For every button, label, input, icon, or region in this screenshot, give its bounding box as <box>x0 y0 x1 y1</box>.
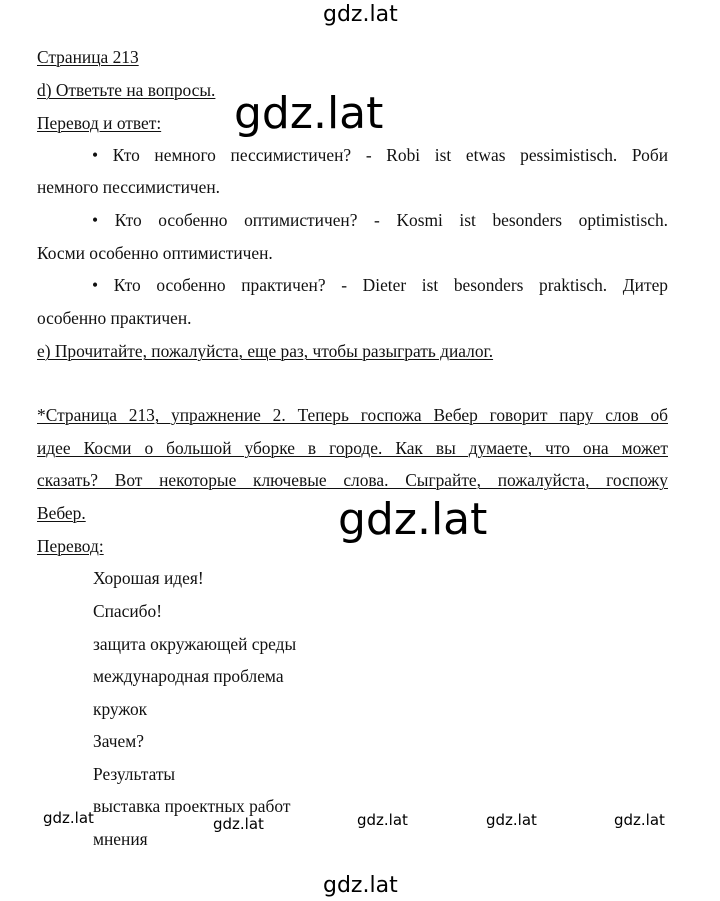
phrase-item: Результаты <box>93 764 176 784</box>
task-e-heading: e) Прочитайте, пожалуйста, еще раз, чтобы разыграть диалог. <box>37 341 494 361</box>
exercise-2-line-4: Вебер. <box>37 503 86 523</box>
phrase-item: защита окружающей среды <box>93 634 297 654</box>
phrase-item: мнения <box>93 829 148 849</box>
watermark-top: gdz.lat <box>323 2 398 27</box>
phrase-item: Спасибо! <box>93 601 162 621</box>
phrase-item: Хорошая идея! <box>93 568 204 588</box>
task-d-heading: d) Ответьте на вопросы. <box>37 80 216 100</box>
phrase-item: международная проблема <box>93 666 284 686</box>
phrase-item: Зачем? <box>93 731 144 751</box>
exercise-2-line-2: идее Косми о большой уборке в городе. Как вы думаете, что она может <box>37 438 668 458</box>
answer-2-line-2: Косми особенно оптимистичен. <box>37 243 273 263</box>
exercise-2-line-3-rest: слова. Сыграйте, пожалуйста, госпожу <box>326 470 668 490</box>
watermark-footer-2: gdz.lat <box>213 815 264 833</box>
exercise-2-line-3-underlined: сказать? Вот некоторые ключевые <box>37 470 327 490</box>
exercise-2-line-1: *Страница 213, упражнение 2. Теперь госпожа Вебер говорит пару слов об <box>37 405 668 425</box>
exercise-2-line-3 <box>37 472 668 489</box>
translation-and-answer-label: Перевод и ответ: <box>37 113 162 133</box>
watermark-footer-4: gdz.lat <box>486 811 537 829</box>
answer-3-line-2: особенно практичен. <box>37 308 192 328</box>
watermark-bottom: gdz.lat <box>323 873 398 898</box>
answer-2-line-1: • Кто особенно оптимистичен? - Kosmi ist besonders optimistisch. <box>92 210 668 230</box>
watermark-large-middle: gdz.lat <box>338 494 488 545</box>
watermark-large-upper: gdz.lat <box>234 88 384 139</box>
page-title: Страница 213 <box>37 47 139 67</box>
watermark-footer-3: gdz.lat <box>357 811 408 829</box>
phrase-item: выставка проектных работ <box>93 796 291 816</box>
watermark-footer-1: gdz.lat <box>43 809 94 827</box>
answer-1-line-1: • Кто немного пессимистичен? - Robi ist etwas pessimistisch. Роби <box>92 145 668 165</box>
answer-1-line-2: немного пессимистичен. <box>37 177 221 197</box>
translation-label: Перевод: <box>37 536 104 556</box>
phrase-item: кружок <box>93 699 148 719</box>
answer-3-line-1: • Кто особенно практичен? - Dieter ist besonders praktisch. Дитер <box>92 275 668 295</box>
watermark-footer-5: gdz.lat <box>614 811 665 829</box>
